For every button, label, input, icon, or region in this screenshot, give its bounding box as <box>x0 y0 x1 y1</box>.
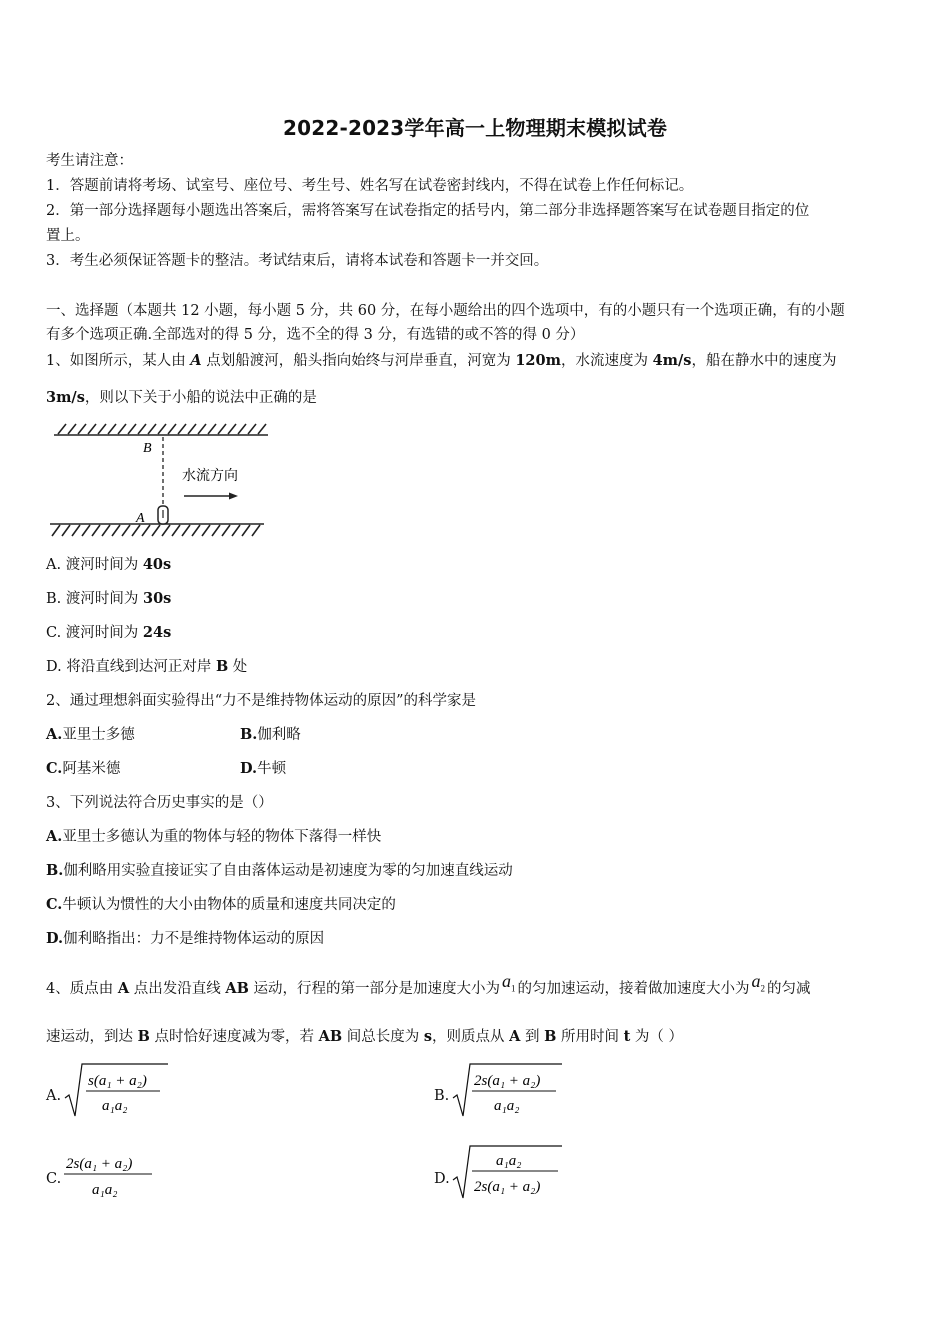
q3-option-c[interactable]: C.牛顿认为惯性的大小由物体的质量和速度共同决定的 <box>46 896 396 913</box>
section-heading-line-1: 一、选择题（本题共 12 小题，每小题 5 分，共 60 分，在每小题给出的四个选项中，有的小题只有一个选项正确，有的小题 <box>46 303 845 319</box>
q3-stem: 3、下列说法符合历史事实的是（） <box>46 795 273 811</box>
flow-arrow-icon <box>184 493 238 500</box>
q2-option-a[interactable]: A.亚里士多德 <box>46 726 135 743</box>
q1-stem-line-1: 1、如图所示，某人由 A 点划船渡河，船头指向始终与河岸垂直，河宽为 120m，水流速度为 4m/s，船在静水中的速度为 <box>46 352 837 369</box>
q4-option-d-numerator: a₁a₂ <box>496 1153 522 1169</box>
q4-option-b-letter[interactable]: B. <box>434 1088 450 1104</box>
symbol-a2: $a_2$ <box>751 971 765 994</box>
q4-option-a-formula[interactable] <box>62 1060 172 1122</box>
q2-option-c[interactable]: C.阿基米德 <box>46 760 121 777</box>
q4-option-d-formula[interactable] <box>450 1142 568 1204</box>
q4-stem-line-1: 4、质点由 A 点出发沿直线 AB 运动，行程的第一部分是加速度大小为 $a_1$ 的匀加速运动，接着做加速度大小为 $a_2$ 的匀减 <box>46 976 908 1006</box>
q3-option-b[interactable]: B.伽利略用实验直接证实了自由落体运动是初速度为零的匀加速直线运动 <box>46 862 513 879</box>
river-crossing-figure <box>46 418 271 544</box>
notice-item-2: 2．第一部分选择题每小题选出答案后，需将答案写在试卷指定的括号内，第二部分非选择题答案写在试卷题目指定的位 <box>46 203 810 219</box>
q4-option-b-denominator: a₁a₂ <box>494 1098 520 1114</box>
q4-option-a-denominator: a₁a₂ <box>102 1098 128 1114</box>
q4-option-a-numerator: s(a₁ + a₂) <box>88 1073 147 1089</box>
q3-option-a[interactable]: A.亚里士多德认为重的物体与轻的物体下落得一样快 <box>46 828 382 845</box>
point-a-label: A <box>136 511 145 526</box>
q2-option-d[interactable]: D.牛顿 <box>240 760 287 777</box>
far-bank <box>54 424 268 435</box>
page-title: 2022-2023学年高一上物理期末模拟试卷 <box>282 116 668 140</box>
q1-option-a[interactable]: A. 渡河时间为 40s <box>46 556 172 573</box>
notice-heading: 考生请注意： <box>46 153 133 169</box>
q4-stem-line-2: 速运动，到达 B 点时恰好速度减为零，若 AB 间总长度为 s，则质点从 A 到 B 所用时间 t 为（ ） <box>46 1028 683 1045</box>
section-heading-line-2: 有多个选项正确.全部选对的得 5 分，选不全的得 3 分，有选错的或不答的得 0 分） <box>46 327 585 343</box>
near-bank <box>50 524 264 536</box>
flow-direction-label: 水流方向 <box>182 468 238 484</box>
q2-option-b[interactable]: B.伽利略 <box>240 726 301 743</box>
q4-option-c-denominator: a₁a₂ <box>92 1182 118 1198</box>
q1-option-b[interactable]: B. 渡河时间为 30s <box>46 590 172 607</box>
notice-item-3: 3．考生必须保证答题卡的整洁。考试结束后，请将本试卷和答题卡一并交回。 <box>46 253 549 269</box>
q4-option-b-formula[interactable] <box>450 1060 568 1122</box>
q3-option-d[interactable]: D.伽利略指出：力不是维持物体运动的原因 <box>46 930 325 947</box>
symbol-a1: $a_1$ <box>501 971 516 994</box>
q1-stem-line-2: 3m/s，则以下关于小船的说法中正确的是 <box>46 389 317 406</box>
q4-option-d-letter[interactable]: D. <box>434 1171 450 1187</box>
q2-stem: 2、通过理想斜面实验得出“力不是维持物体运动的原因”的科学家是 <box>46 693 477 709</box>
q4-option-d-denominator: 2s(a₁ + a₂) <box>474 1179 541 1195</box>
q4-option-c-formula[interactable] <box>62 1146 162 1206</box>
q4-option-c-letter[interactable]: C. <box>46 1171 62 1187</box>
notice-item-1: 1．答题前请将考场、试室号、座位号、考生号、姓名写在试卷密封线内，不得在试卷上作任何标记。 <box>46 178 694 194</box>
q4-option-b-numerator: 2s(a₁ + a₂) <box>474 1073 541 1089</box>
q1-option-c[interactable]: C. 渡河时间为 24s <box>46 624 172 641</box>
q1-option-d[interactable]: D. 将沿直线到达河正对岸 B 处 <box>46 658 248 675</box>
q4-option-c-numerator: 2s(a₁ + a₂) <box>66 1156 133 1172</box>
q4-option-a-letter[interactable]: A. <box>46 1088 62 1104</box>
point-b-label: B <box>143 441 152 456</box>
notice-item-2-cont: 置上。 <box>46 228 90 244</box>
